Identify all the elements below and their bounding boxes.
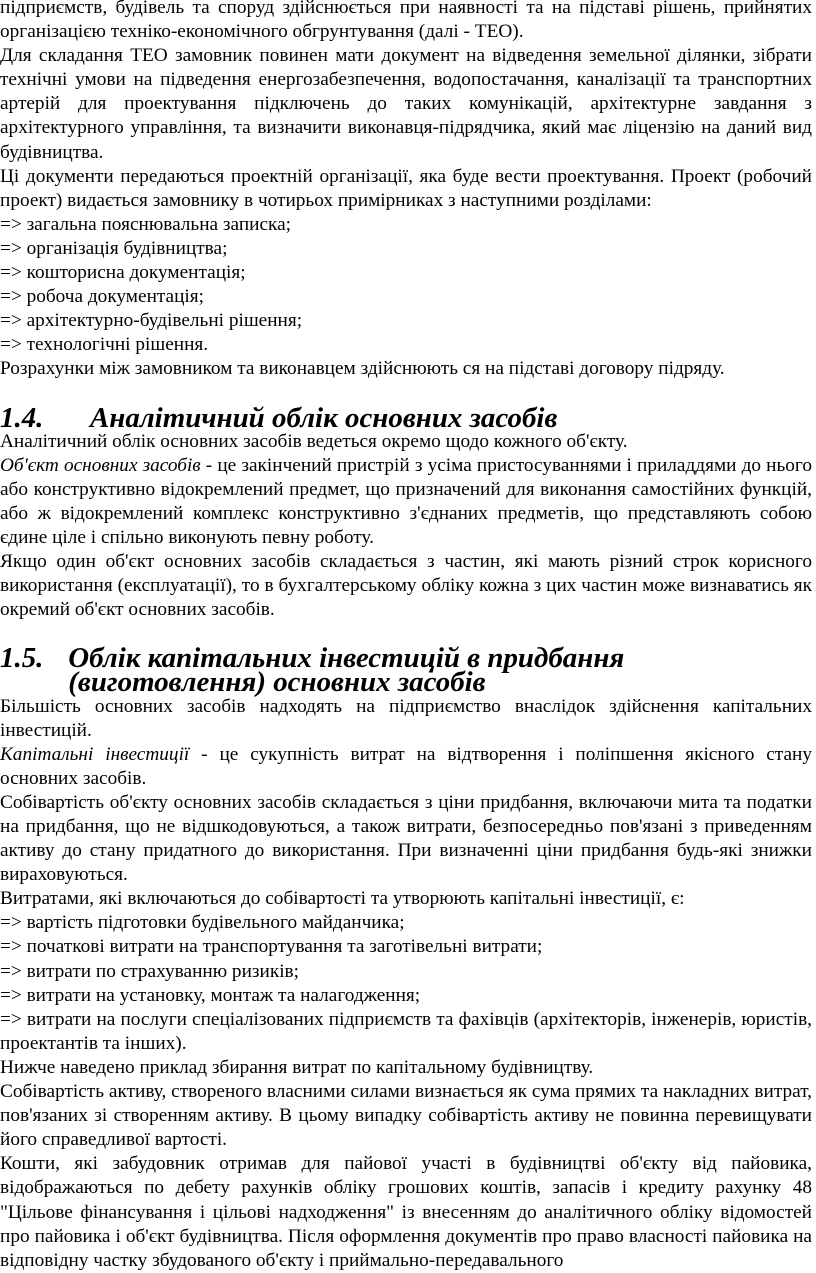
paragraph-teo-requirements: Для складання ТЕО замовник повинен мати документ на відведення земельної ділянки, зібрати технічні умови на підведення енергозабезпечення, водопостачання, каналізації та транспортних артерій для проектування підключень до таких комунікацій, архітектурне завдання з архітектурного управління, та визначити виконавця-підрядчика, який має ліцензію на даний вид будівництва. <box>0 45 812 163</box>
paragraph-settlements: Розрахунки між замовником та виконавцем здійснюють ся на підставі договору підряду. <box>0 358 725 380</box>
section-title: Аналітичний облік основних засобів <box>90 401 558 434</box>
definition-text: - це закінчений пристрій з усіма пристосуваннями і приладдями до нього або конструктивно відокремлений предмет, що призначений для виконання самостійних функцій, або ж відокремлений комплекс конструктивно з'єднаних предметів, що представляють собою єдине ціле і спільно виконують певну роботу. <box>0 454 812 548</box>
list-item: => робоча документація; <box>0 286 205 308</box>
project-sections-list <box>0 213 812 358</box>
paragraph-cost-composition: Собівартість об'єкту основних засобів складається з ціни придбання, включаючи мита та податки на придбання, що не відшкодовуються, а також витрати, безпосередньо пов'язані з приведенням активу до стану придатного до використання. При визначенні ціни придбання будь-які знижки вираховуються. <box>0 791 812 886</box>
section-title: Облік капітальних інвестицій в придбання (виготовлення) основних засобів <box>68 642 625 699</box>
list-item: => технологічні рішення. <box>0 334 209 356</box>
paragraph-object-parts: Якщо один об'єкт основних засобів складається з частин, які мають різний строк корисного використання (експлуатації), то в бухгалтерському обліку кожна з цих частин може визнаватись як окремий об'єкт основних засобів. <box>0 551 812 621</box>
list-item: => витрати на послуги спеціалізованих підприємств та фахівців (архітекторів, інженерів, юристів, проектантів та інших). <box>0 1008 812 1054</box>
paragraph-example: Нижче наведено приклад збирання витрат по капітальному будівництву. <box>0 1056 594 1078</box>
section-heading-1-4 <box>0 401 812 434</box>
definition-text: - це сукупність витрат на відтворення і поліпшення якісного стану основних засобів. <box>0 743 812 789</box>
paragraph-expenses-intro: Витратами, які включаються до собівартості та утворюють капітальні інвестиції, є: <box>0 888 685 910</box>
list-item: => початкові витрати на транспортування та заготівельні витрати; <box>0 936 543 958</box>
list-item: => витрати по страхуванню ризиків; <box>0 960 300 982</box>
list-item: => витрати на установку, монтаж та налагодження; <box>0 984 421 1006</box>
paragraph-object-definition <box>0 454 812 550</box>
section-heading-1-5 <box>0 642 812 699</box>
section-number: 1.4. <box>0 401 44 434</box>
paragraph-self-built-cost: Собівартість активу, створеного власними силами визнається як сума прямих та накладних витрат, пов'язаних зі створенням активу. В цьому випадку собівартість активу не повинна перевищувати його справедливої вартості. <box>0 1081 812 1151</box>
section-number: 1.5. <box>0 642 44 675</box>
defined-term: Капітальні інвестиції <box>0 743 190 765</box>
defined-term: Об'єкт основних засобів <box>0 454 201 476</box>
list-item: => кошторисна документація; <box>0 262 246 284</box>
list-item: => архітектурно-будівельні рішення; <box>0 310 303 332</box>
paragraph-capital-intro: Більшість основних засобів надходять на підприємство внаслідок здійснення капітальних інвестицій. <box>0 695 812 741</box>
paragraph-capital-definition <box>0 743 812 791</box>
paragraph-analytic-intro: Аналітичний облік основних засобів ведеться окремо щодо кожного об'єкту. <box>0 430 628 452</box>
paragraph-shareholder-funds: Кошти, які забудовник отримав для пайової участі в будівництві об'єкту від пайовика, відображаються по дебету рахунків обліку грошових коштів, запасів і кредиту рахунку 48 "Цільове фінансування і цільові надходження" із внесенням до аналітичного обліку відомостей про пайовика і об'єкт будівництва. Після оформлення документів про право власності пайовика на відповідну частку збудованого об'єкту і приймально-передавального <box>0 1153 812 1271</box>
list-item: => загальна пояснювальна записка; <box>0 213 292 235</box>
expenses-list <box>0 911 812 1056</box>
list-item: => організація будівництва; <box>0 237 228 259</box>
paragraph-project-documents: Ці документи передаються проектній організації, яка буде вести проектування. Проект (робочий проект) видається замовнику в чотирьох примірниках з наступними розділами: <box>0 165 812 211</box>
list-item: => вартість підготовки будівельного майданчика; <box>0 912 405 934</box>
paragraph-teo-decisions: підприємств, будівель та споруд здійснюється при наявності та на підставі рішень, прийнятих організацією техніко-економічного обгрунтування (далі - ТЕО). <box>0 0 812 43</box>
